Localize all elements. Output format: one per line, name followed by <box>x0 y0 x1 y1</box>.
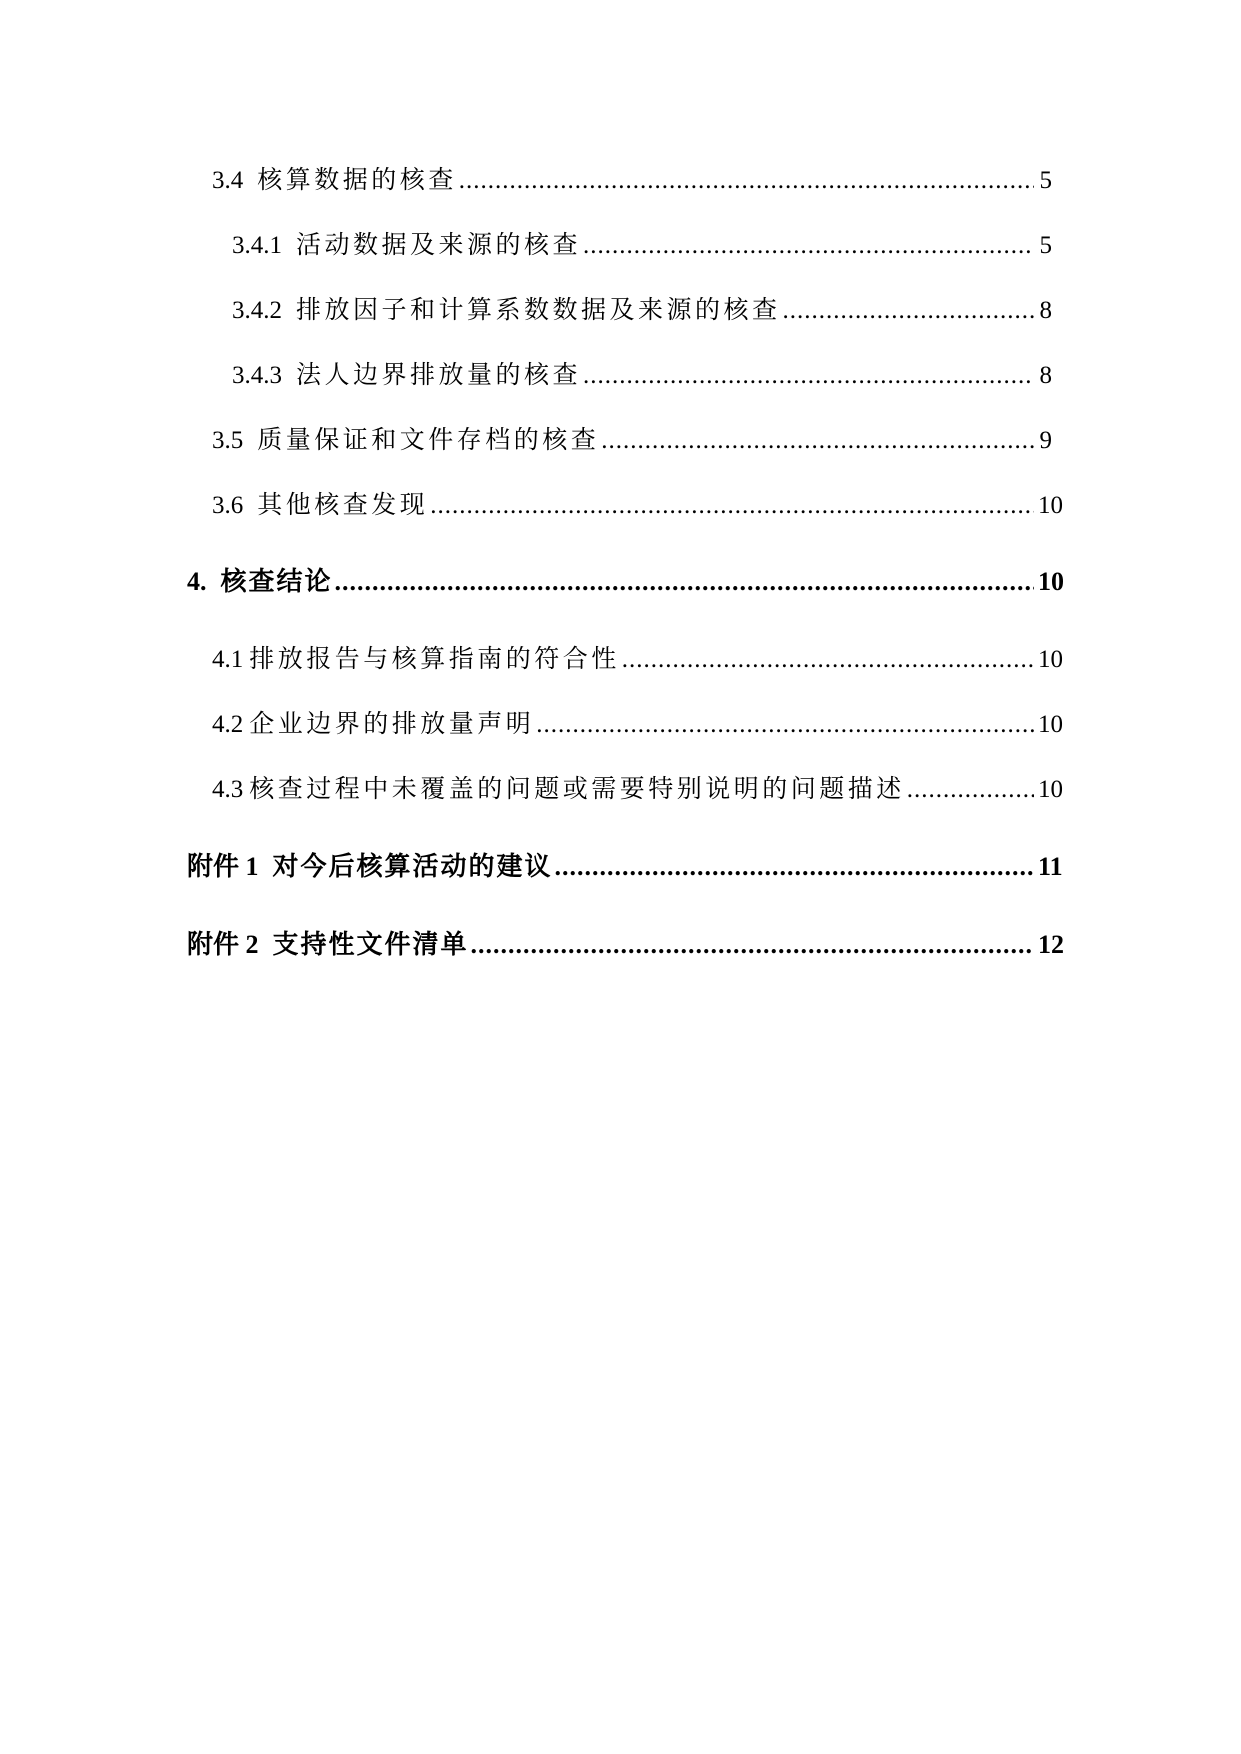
toc-entry-page: 10 <box>1038 711 1063 738</box>
toc-entry-appendix-1[interactable] <box>187 852 1063 882</box>
toc-entry-title: 排放因子和计算系数数据及来源的核查 <box>296 297 781 324</box>
toc-entry-number: 附件 2 <box>187 930 259 959</box>
toc-entry-page: 10 <box>1038 646 1063 673</box>
toc-entry-page: 12 <box>1038 930 1064 959</box>
toc-entry-number: 3.4.3 <box>232 362 282 389</box>
toc-entry-3-4-1[interactable] <box>232 231 1052 261</box>
dot-leader <box>622 645 1034 675</box>
dot-leader <box>601 426 1034 456</box>
toc-entry-title: 核算数据的核查 <box>257 167 457 194</box>
toc-entry-4-2[interactable] <box>212 710 1063 740</box>
toc-entry-3-6[interactable] <box>212 491 1063 521</box>
toc-entry-title: 对今后核算活动的建议 <box>272 852 553 881</box>
toc-entry-number: 3.4.1 <box>232 232 282 259</box>
toc-entry-title: 企业边界的排放量声明 <box>249 711 535 738</box>
toc-entry-3-4[interactable] <box>212 166 1052 196</box>
dot-leader <box>471 930 1034 960</box>
dot-leader <box>907 775 1034 805</box>
toc-entry-number: 4.1 <box>212 646 244 673</box>
toc-entry-number: 3.5 <box>212 427 244 454</box>
toc-entry-number: 4.3 <box>212 776 244 803</box>
toc-entry-3-5[interactable] <box>212 426 1052 456</box>
dot-leader <box>583 231 1034 261</box>
dot-leader <box>583 361 1034 391</box>
toc-entry-4[interactable] <box>187 567 1064 597</box>
toc-entry-title: 支持性文件清单 <box>272 930 469 959</box>
toc-entry-title: 质量保证和文件存档的核查 <box>257 427 600 454</box>
toc-entry-3-4-2[interactable] <box>232 296 1052 326</box>
toc-entry-number: 3.4 <box>212 167 244 194</box>
toc-entry-number: 附件 1 <box>187 852 259 881</box>
toc-entry-page: 10 <box>1038 492 1063 519</box>
toc-entry-page: 10 <box>1038 567 1064 596</box>
dot-leader <box>459 166 1034 196</box>
toc-entry-title: 核查过程中未覆盖的问题或需要特别说明的问题描述 <box>249 776 905 803</box>
toc-entry-title: 活动数据及来源的核查 <box>296 232 582 259</box>
toc-entry-4-3[interactable] <box>212 775 1063 805</box>
toc-entry-number: 3.6 <box>212 492 244 519</box>
toc-entry-title: 法人边界排放量的核查 <box>296 362 582 389</box>
dot-leader <box>430 491 1034 521</box>
dot-leader <box>536 710 1034 740</box>
toc-entry-page: 5 <box>1039 232 1052 259</box>
toc-entry-title: 排放报告与核算指南的符合性 <box>249 646 620 673</box>
toc-entry-page: 8 <box>1039 362 1052 389</box>
toc-entry-page: 10 <box>1038 776 1063 803</box>
toc-entry-page: 8 <box>1039 297 1052 324</box>
toc-entry-number: 4. <box>187 567 207 596</box>
toc-entry-number: 3.4.2 <box>232 297 282 324</box>
toc-entry-page: 9 <box>1039 427 1052 454</box>
toc-entry-number: 4.2 <box>212 711 244 738</box>
toc-entry-3-4-3[interactable] <box>232 361 1052 391</box>
toc-entry-appendix-2[interactable] <box>187 930 1064 960</box>
toc-entry-4-1[interactable] <box>212 645 1063 675</box>
dot-leader <box>783 296 1034 326</box>
toc-entry-title: 核查结论 <box>220 567 333 596</box>
dot-leader <box>335 567 1034 597</box>
toc-entry-title: 其他核查发现 <box>257 492 429 519</box>
dot-leader <box>555 852 1034 882</box>
toc-entry-page: 5 <box>1039 167 1052 194</box>
toc-entry-page: 11 <box>1038 852 1063 881</box>
